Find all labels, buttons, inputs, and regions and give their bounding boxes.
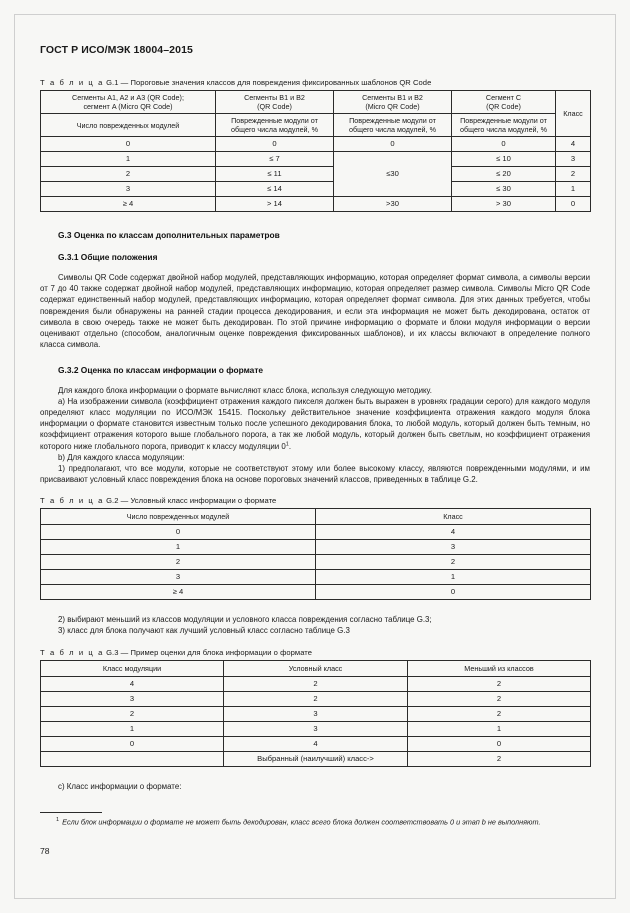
header-line: Поврежденные модули от	[231, 116, 318, 125]
table-row	[41, 137, 591, 152]
cell: 0	[316, 584, 591, 599]
table-g1-caption-prefix: Т а б л и ц а	[40, 78, 104, 87]
table-g3	[40, 660, 591, 767]
table-row	[41, 691, 591, 706]
table-row	[41, 524, 591, 539]
table-g2-body	[41, 524, 591, 599]
cell: ≤ 10	[452, 152, 556, 167]
cell: > 30	[452, 197, 556, 212]
cell: 4	[224, 736, 408, 751]
cell: 0	[452, 137, 556, 152]
table-g2-head	[41, 508, 591, 524]
table-row	[41, 676, 591, 691]
cell-merged-col3-bottom: >30	[334, 197, 452, 212]
table-g1-th-segments-b-qr	[216, 91, 334, 114]
cell: 2	[224, 676, 408, 691]
table-g2-caption-label: G.2 — Условный класс информации о формате	[106, 495, 277, 505]
cell-merged-col3-mid: ≤30	[334, 152, 452, 197]
table-g1-th-damaged-pct-c	[452, 114, 556, 137]
table-g1-th-segment-c	[452, 91, 556, 114]
cell-empty	[41, 751, 224, 766]
cell-best-class-label: Выбранный (наилучший) класс->	[224, 751, 408, 766]
paragraph-g31: Символы QR Code содержат двойной набор модулей, представляющих информацию, которая определяет формат символа, а символы версии от 7 до 40 также содержат двойной набор модулей, представляющих информацию, которая определяет размер символа. Символы Micro QR Code содержат единственный набор модулей, представляющих информацию, которая определяет формат символа. Для этих данных требуется, чтобы повреждения были обнаружены на ранней стадии процесса декодирования, и если эта информация не может быть декодирована, остаток от символа в свою очередь также не может быть декодирован. По этой причине информацию о формате и блоки модуля информации о версии оценивают отдельно (способом, аналогичным оценке повреждения фиксированных шаблонов), и их классы включают в определение полного класса символа.	[40, 273, 590, 350]
table-row	[41, 167, 591, 182]
table-row	[41, 539, 591, 554]
cell: 2	[41, 554, 316, 569]
cell: 4	[556, 137, 591, 152]
paragraph-g32-item-c: c) Класс информации о формате:	[58, 781, 182, 791]
cell: ≥ 4	[41, 197, 216, 212]
cell: ≤ 11	[216, 167, 334, 182]
cell: 1	[556, 182, 591, 197]
cell-best-class-value: 2	[408, 751, 591, 766]
cell: 3	[41, 182, 216, 197]
footnote-marker: 1	[56, 817, 60, 823]
table-g2	[40, 508, 591, 600]
paragraph-g32-intro: Для каждого блока информации о формате вычисляют класс блока, используя следующую методику.	[58, 385, 432, 395]
cell: 3	[41, 691, 224, 706]
table-row	[41, 554, 591, 569]
table-g1-head	[41, 91, 591, 137]
table-g1	[40, 90, 591, 212]
cell: ≤ 30	[452, 182, 556, 197]
table-g3-th-lesser-class: Меньший из классов	[408, 660, 591, 676]
header-line: общего числа модулей, %	[460, 125, 547, 134]
table-g1-th-segments-a	[41, 91, 216, 114]
paragraph-g32-item-b: b) Для каждого класса модуляции:	[58, 452, 185, 462]
table-g2-caption-prefix: Т а б л и ц а	[40, 495, 104, 505]
cell: 2	[41, 706, 224, 721]
header-line: Сегмент C	[485, 93, 522, 102]
cell: ≥ 4	[41, 584, 316, 599]
header-line: Сегменты B1 и B2	[362, 93, 423, 102]
cell: 0	[216, 137, 334, 152]
cell: 2	[556, 167, 591, 182]
table-row	[41, 182, 591, 197]
table-g1-th-segments-b-micro	[334, 91, 452, 114]
cell: 3	[224, 706, 408, 721]
footnote-block	[40, 812, 590, 828]
header-line: общего числа модулей, %	[231, 125, 318, 134]
cell: 2	[41, 167, 216, 182]
page-content	[40, 44, 590, 792]
standard-title: ГОСТ Р ИСО/МЭК 18004–2015	[40, 44, 193, 56]
table-g2-caption	[40, 496, 590, 505]
table-g1-th-class: Класс	[556, 91, 591, 137]
page-number: 78	[40, 846, 50, 856]
cell: 1	[41, 721, 224, 736]
header-line: сегмент A (Micro QR Code)	[83, 102, 173, 111]
table-row	[41, 721, 591, 736]
footnote-body: Если блок информации о формате не может быть декодирован, класс всего блока должен соответствовать 0 и этап b не выполняют.	[62, 817, 541, 827]
table-row	[41, 569, 591, 584]
table-g3-th-modulation-class: Класс модуляции	[41, 660, 224, 676]
paragraph-g32-item-b2: 2) выбирают меньший из классов модуляции и условного класса повреждения согласно таблице G.3;	[58, 614, 432, 624]
table-g3-caption	[40, 648, 590, 657]
table-row	[41, 706, 591, 721]
table-g3-caption-label: G.3 — Пример оценки для блока информации о формате	[106, 647, 313, 657]
table-g2-th-damaged-count: Число поврежденных модулей	[41, 508, 316, 524]
table-row	[41, 736, 591, 751]
cell: 4	[41, 676, 224, 691]
footnote-ref: 1	[285, 441, 289, 447]
cell: ≤ 20	[452, 167, 556, 182]
cell: 4	[316, 524, 591, 539]
paragraph-g32-item-b3: 3) класс для блока получают как лучший условный класс согласно таблице G.3	[58, 625, 350, 635]
header-line: Поврежденные модули от	[460, 116, 547, 125]
table-g3-body	[41, 676, 591, 766]
table-g1-th-damaged-pct-b-qr	[216, 114, 334, 137]
table-g3-header-row	[41, 660, 591, 676]
table-g2-th-class: Класс	[316, 508, 591, 524]
cell: 2	[408, 706, 591, 721]
cell: ≤ 7	[216, 152, 334, 167]
cell: 3	[224, 721, 408, 736]
cell: ≤ 14	[216, 182, 334, 197]
header-line: (Micro QR Code)	[365, 102, 420, 111]
cell: 1	[408, 721, 591, 736]
item-a-text: а) На изображении символа (коэффициент отражения каждого пикселя должен быть выражен в уровнях градации серого) для каждого модуля определяют класс модуляции по ИСО/МЭК 15415. Поскольку действительное значение коэффициента отражения каждого модуля блока информации о формате становится известным только после успешного декодирования блока, то любой модуль, который должен быть темным, но коэффициент отражения которого выше глобального порога, а так же любой модуль, который должен быть светлым, но коэффициент отражения которого ниже глобального порога, приводит к классу модуляции 0	[40, 396, 590, 451]
table-g1-header-row-2	[41, 114, 591, 137]
heading-g3: G.3 Оценка по классам дополнительных параметров	[58, 230, 280, 240]
cell: 0	[41, 736, 224, 751]
item-a-period: .	[288, 441, 292, 451]
cell: 1	[41, 152, 216, 167]
cell: 0	[41, 524, 316, 539]
cell: 3	[556, 152, 591, 167]
cell: 1	[41, 539, 316, 554]
header-line: (QR Code)	[257, 102, 292, 111]
table-row	[41, 584, 591, 599]
cell: 2	[316, 554, 591, 569]
header-line: Сегменты B1 и B2	[244, 93, 305, 102]
cell: 2	[224, 691, 408, 706]
table-row	[41, 197, 591, 212]
cell: 0	[41, 137, 216, 152]
table-g1-th-damaged-count: Число поврежденных модулей	[41, 114, 216, 137]
table-g1-caption-label: G.1 — Пороговые значения классов для повреждения фиксированных шаблонов QR Code	[106, 78, 432, 87]
cell-merged-col3-top: 0	[334, 137, 452, 152]
table-g1-caption	[40, 78, 590, 87]
cell: > 14	[216, 197, 334, 212]
header-line: общего числа модулей, %	[349, 125, 436, 134]
table-g3-th-conditional-class: Условный класс	[224, 660, 408, 676]
table-g3-caption-prefix: Т а б л и ц а	[40, 647, 104, 657]
cell: 2	[408, 691, 591, 706]
cell: 1	[316, 569, 591, 584]
footnote-text	[40, 817, 590, 828]
table-g3-summary-row	[41, 751, 591, 766]
header-line: Поврежденные модули от	[349, 116, 436, 125]
table-g2-header-row	[41, 508, 591, 524]
table-g1-body	[41, 137, 591, 212]
table-g3-head	[41, 660, 591, 676]
heading-g32: G.3.2 Оценка по классам информации о формате	[58, 364, 264, 375]
paragraph-g32-item-b1: 1) предполагают, что все модули, которые не соответствуют этому или более высокому классу, являются поврежденными модулями, и им присваивают условный класс повреждения блока на основе пороговых значений классов, приведенных в таблице G.2.	[40, 464, 590, 485]
heading-g31: G.3.1 Общие положения	[58, 252, 158, 262]
cell: 3	[41, 569, 316, 584]
cell: 0	[556, 197, 591, 212]
cell: 2	[408, 676, 591, 691]
header-line: Сегменты A1, A2 и A3 (QR Code);	[72, 93, 184, 102]
cell: 3	[316, 539, 591, 554]
table-g1-header-row-1	[41, 91, 591, 114]
paragraph-g32-item-a	[40, 396, 590, 452]
footnote-separator	[40, 812, 102, 813]
cell: 0	[408, 736, 591, 751]
header-line: (QR Code)	[486, 102, 521, 111]
table-row	[41, 152, 591, 167]
table-g1-th-damaged-pct-b-micro	[334, 114, 452, 137]
